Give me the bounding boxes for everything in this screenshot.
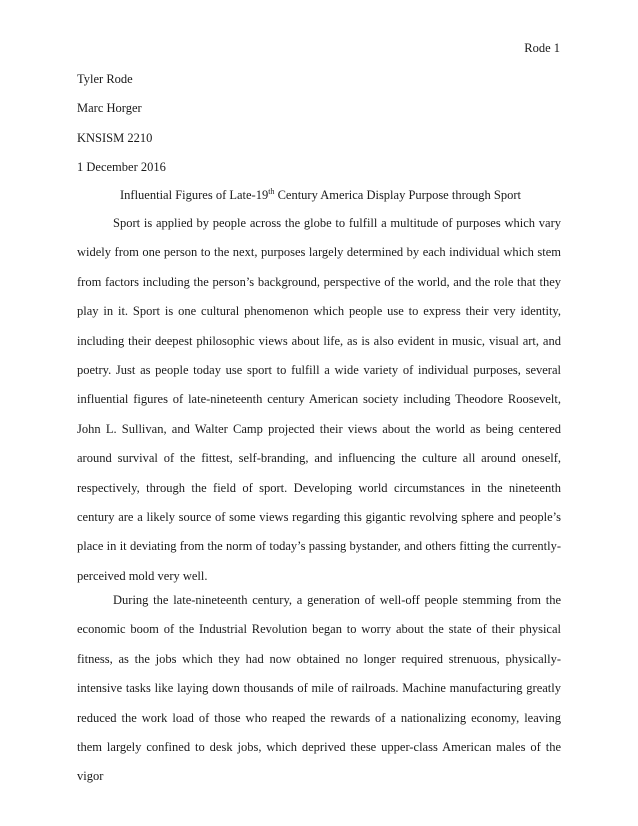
paper-title [120,187,521,203]
title-prefix: Influential Figures of Late-19 [120,188,269,202]
body-paragraph-1: Sport is applied by people across the globe to fulfill a multitude of purposes which vary widely from one person to the next, purposes largely determined by each individual which stem from factors including the person’s background, perspective of the world, and the role that they play in it. Sport is one cultural phenomenon which people use to express their very identity, including their deepest philosophic views about life, as is also evident in music, visual art, and poetry. Just as people today use sport to fulfill a wide variety of individual purposes, several influential figures of late-nineteenth century American society including Theodore Roosevelt, John L. Sullivan, and Walter Camp projected their views about the world as being centered around survival of the fittest, self-branding, and influencing the culture all around oneself, respectively, through the field of sport. Developing world circumstances in the nineteenth century are a likely source of some views regarding this gigantic revolving sphere and people’s place in it deviating from the norm of today’s passing bystander, and others fitting the currently-perceived mold very well. [77,216,561,583]
author-name: Tyler Rode [77,72,133,86]
course-code: KNSISM 2210 [77,131,153,145]
title-superscript: th [268,186,275,196]
instructor-name: Marc Horger [77,101,142,115]
title-suffix: Century America Display Purpose through Sport [274,188,521,202]
running-head: Rode 1 [524,41,560,55]
body-paragraph-2: During the late-nineteenth century, a generation of well-off people stemming from the economic boom of the Industrial Revolution began to worry about the state of their physical fitness, as the jobs which they had now obtained no longer required strenuous, physically-intensive tasks like laying down thousands of mile of railroads. Machine manufacturing greatly reduced the work load of those who reaped the rewards of a nationalizing economy, leaving them largely confined to desk jobs, which deprived these upper-class American males of the vigor [77,593,561,784]
date: 1 December 2016 [77,160,166,174]
